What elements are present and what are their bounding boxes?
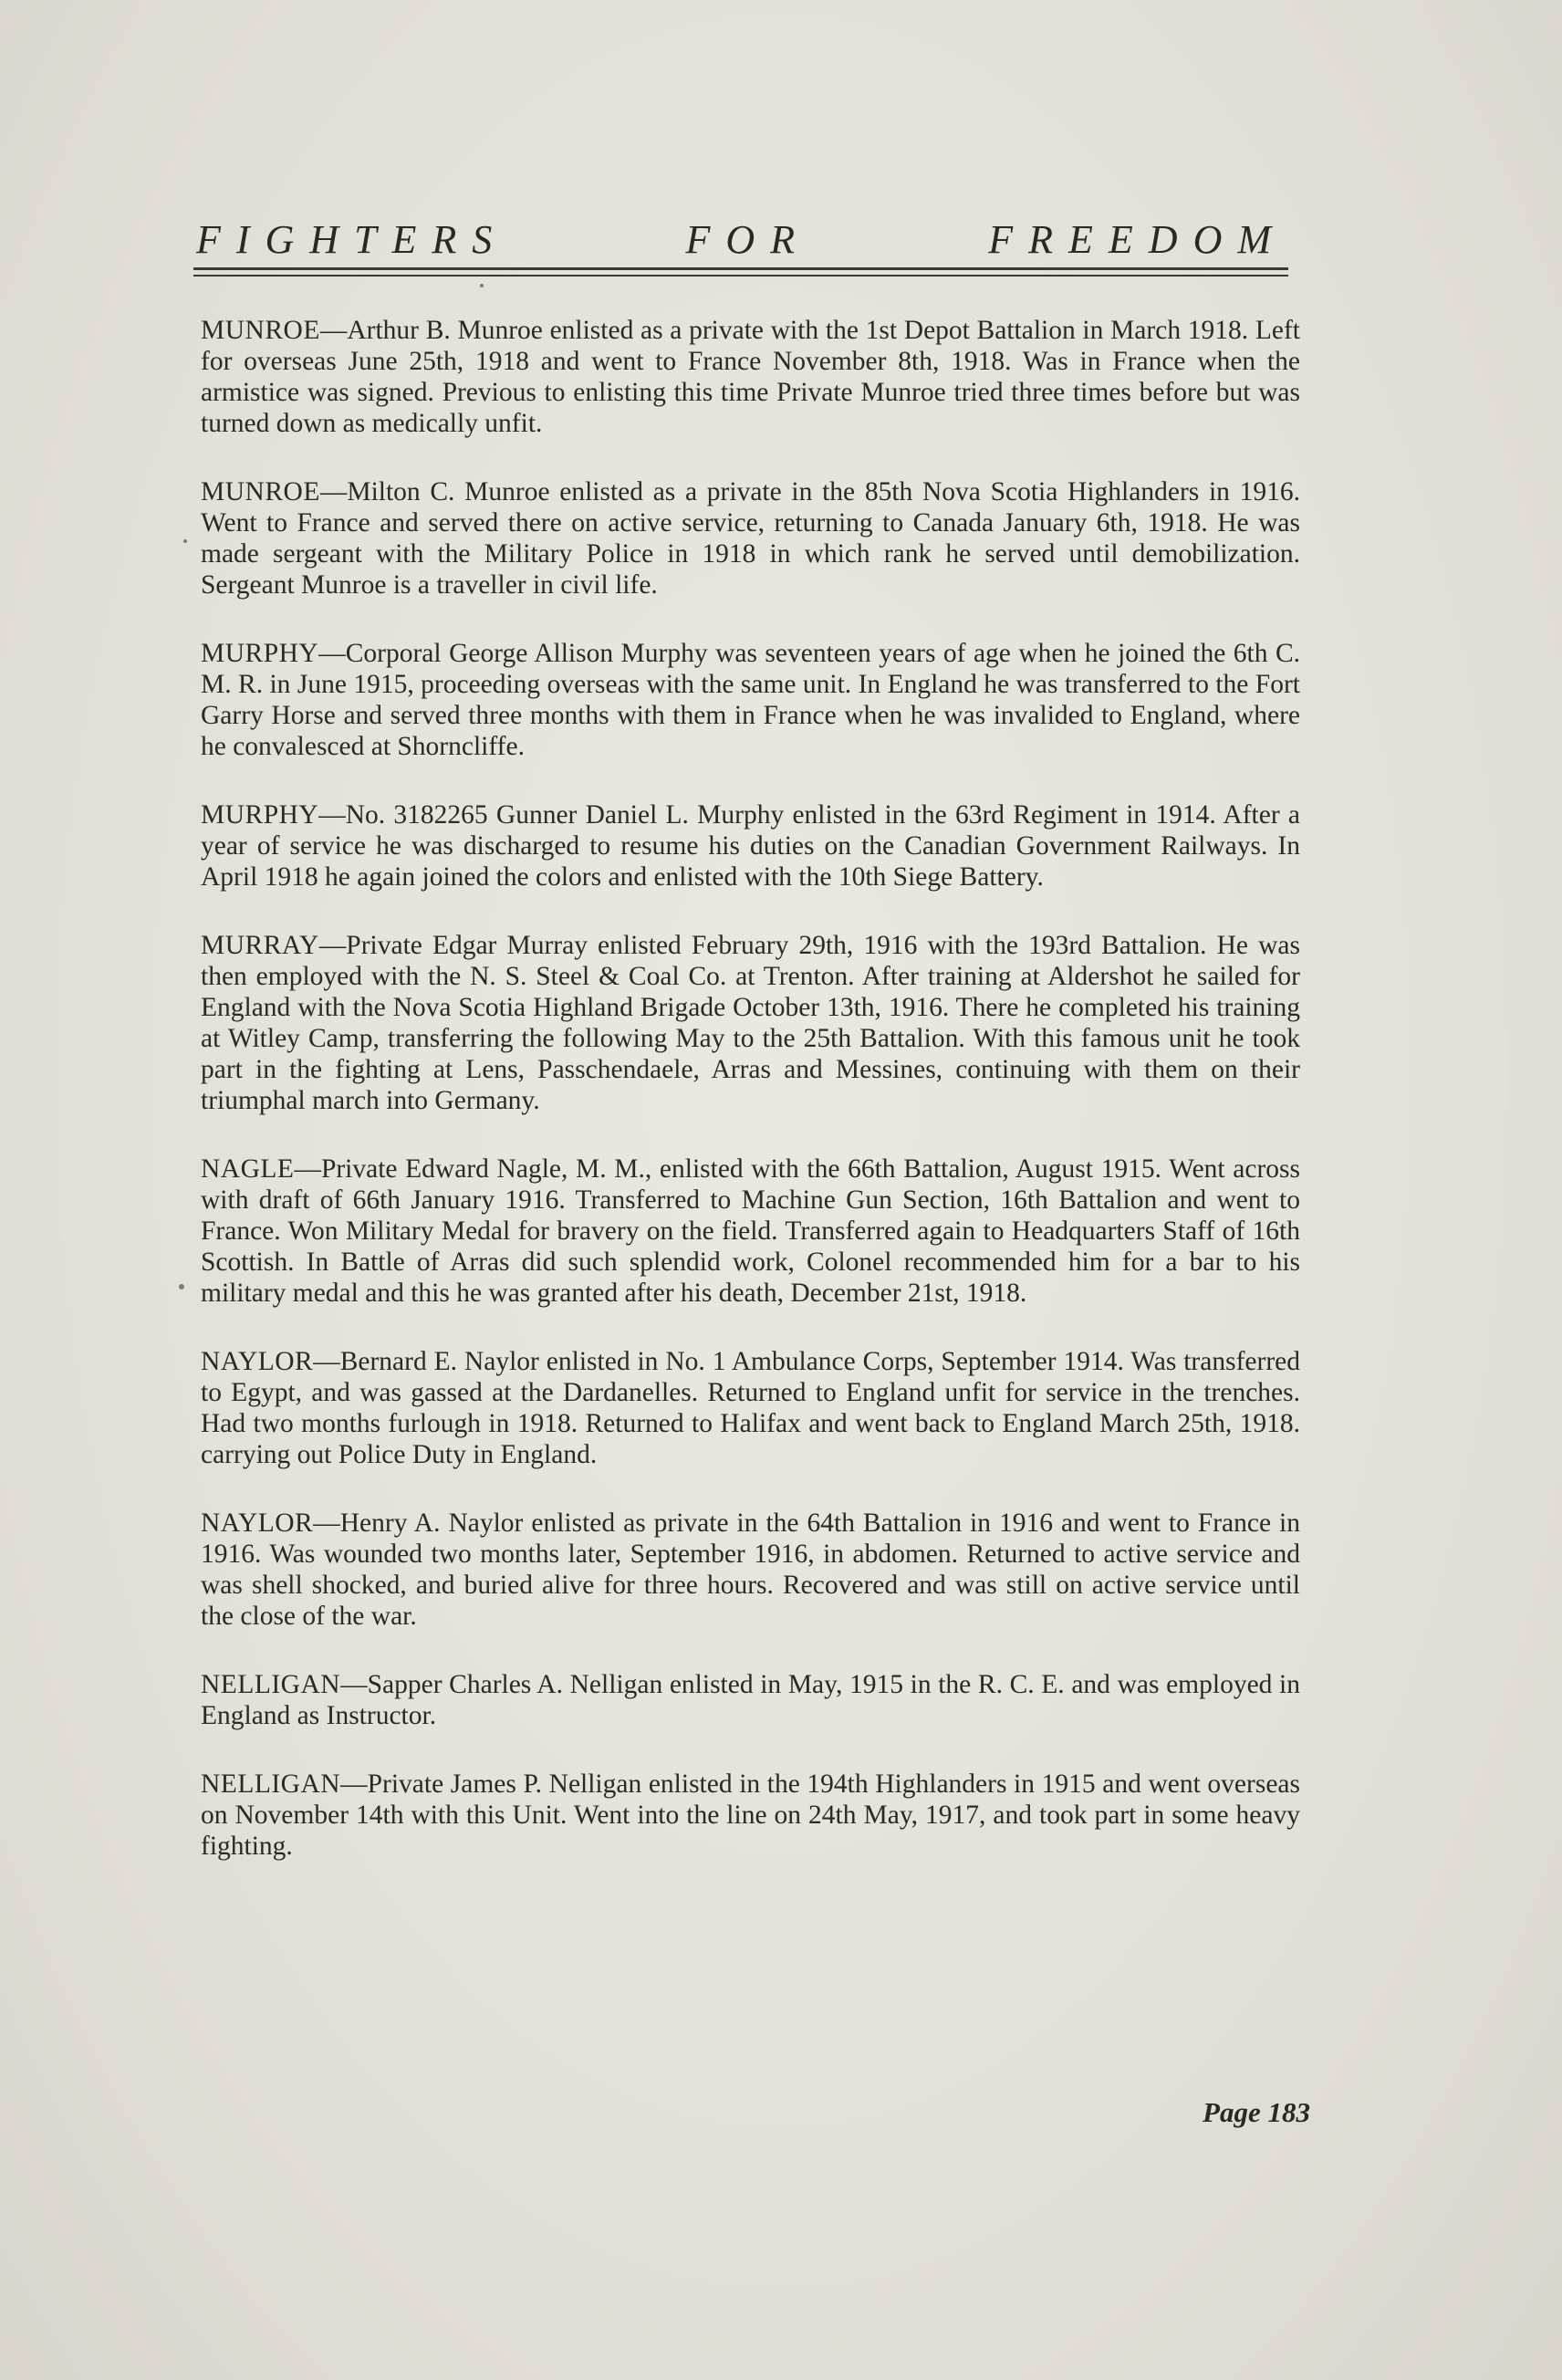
entry-naylor-henry: NAYLOR—Henry A. Naylor enlisted as private in the 64th Battalion in 1916 and went to France in 1916. Was wounded two months later, September 1916, in abdomen. Returned to active service and was shell shocked, and buried alive for three hours. Recovered and was still on active service until the close of the war. <box>201 1508 1300 1631</box>
entry-text: Henry A. Naylor enlisted as private in the 64th Battalion in 1916 and went to France in 1916. Was wounded two months later, September 1916, in abdomen. Returned to active service and was shell shocked, and buried alive for three hours. Recovered and was still on active service until the close of the war. <box>201 1508 1300 1631</box>
entry-text: Private Edward Nagle, M. M., enlisted with the 66th Battalion, August 1915. Went across with draft of 66th January 1916. Transferred to Machine Gun Section, 16th Battalion and went to France. Won Military Medal for bravery on the field. Transferred again to Headquarters Staff of 16th Scottish. In Battle of Arras did such splendid work, Colonel recommended him for a bar to his military medal and this he was granted after his death, December 21st, 1918. <box>201 1154 1300 1308</box>
entry-text: Bernard E. Naylor enlisted in No. 1 Ambulance Corps, September 1914. Was transferred to Egypt, and was gassed at the Dardanelles. Returned to England unfit for service in the trenches. Had two months furlough in 1918. Returned to Halifax and went back to England March 25th, 1918. carrying out Police Duty in England. <box>201 1347 1300 1469</box>
entry-surname: MUNROE <box>201 316 320 345</box>
biography-entries <box>201 315 1300 1899</box>
header-word-freedom: FREEDOM <box>988 217 1286 262</box>
page-number: Page 183 <box>1203 2096 1310 2128</box>
entry-surname: NELLIGAN <box>201 1670 341 1699</box>
entry-surname: MURRAY <box>201 931 319 960</box>
entry-nelligan-james: NELLIGAN—Private James P. Nelligan enlisted in the 194th Highlanders in 1915 and went overseas on November 14th with this Unit. Went into the line on 24th May, 1917, and took part in some heavy fighting. <box>201 1769 1300 1861</box>
entry-murphy-george: MURPHY—Corporal George Allison Murphy was seventeen years of age when he joined the 6th C. M. R. in June 1915, proceeding overseas with the same unit. In England he was transferred to the Fort Garry Horse and served three months with them in France when he was invalided to England, where he convalesced at Shorncliffe. <box>201 639 1300 761</box>
entry-surname: NELLIGAN <box>201 1769 341 1799</box>
entry-text: Sapper Charles A. Nelligan enlisted in May, 1915 in the R. C. E. and was employed in England as Instructor. <box>201 1670 1300 1730</box>
entry-surname: MUNROE <box>201 477 320 506</box>
entry-surname: NAYLOR <box>201 1347 314 1376</box>
entry-nagle-edward: NAGLE—Private Edward Nagle, M. M., enlisted with the 66th Battalion, August 1915. Went across with draft of 66th January 1916. Transferred to Machine Gun Section, 16th Battalion and went to France. Won Military Medal for bravery on the field. Transferred again to Headquarters Staff of 16th Scottish. In Battle of Arras did such splendid work, Colonel recommended him for a bar to his military medal and this he was granted after his death, December 21st, 1918. <box>201 1154 1300 1308</box>
entry-surname: NAGLE <box>201 1154 295 1184</box>
entry-naylor-bernard: NAYLOR—Bernard E. Naylor enlisted in No. 1 Ambulance Corps, September 1914. Was transferred to Egypt, and was gassed at the Dardanelles. Returned to England unfit for service in the trenches. Had two months furlough in 1918. Returned to Halifax and went back to England March 25th, 1918. carrying out Police Duty in England. <box>201 1347 1300 1469</box>
paper-speck <box>179 1284 184 1289</box>
entry-murray-edgar: MURRAY—Private Edgar Murray enlisted February 29th, 1916 with the 193rd Battalion. He was then employed with the N. S. Steel & Coal Co. at Trenton. After training at Aldershot he sailed for England with the Nova Scotia Highland Brigade October 13th, 1916. There he completed his training at Witley Camp, transferring the following May to the 25th Battalion. With this famous unit he took part in the fighting at Lens, Passchendaele, Arras and Messines, continuing with them on their triumphal march into Germany. <box>201 931 1300 1115</box>
entry-text: Private Edgar Murray enlisted February 29th, 1916 with the 193rd Battalion. He was then employed with the N. S. Steel & Coal Co. at Trenton. After training at Aldershot he sailed for England with the Nova Scotia Highland Brigade October 13th, 1916. There he completed his training at Witley Camp, transferring the following May to the 25th Battalion. With this famous unit he took part in the fighting at Lens, Passchendaele, Arras and Messines, continuing with them on their triumphal march into Germany. <box>201 931 1300 1115</box>
paper-speck <box>480 284 484 287</box>
entry-surname: MURPHY <box>201 800 319 830</box>
entry-nelligan-charles: NELLIGAN—Sapper Charles A. Nelligan enlisted in May, 1915 in the R. C. E. and was employed in England as Instructor. <box>201 1670 1300 1730</box>
entry-text: Private James P. Nelligan enlisted in the 194th Highlanders in 1915 and went overseas on November 14th with this Unit. Went into the line on 24th May, 1917, and took part in some heavy fighting. <box>201 1769 1300 1861</box>
entry-surname: NAYLOR <box>201 1508 314 1538</box>
header-word-fighters: FIGHTERS <box>196 217 508 262</box>
entry-surname: MURPHY <box>201 639 319 668</box>
header-word-for: FOR <box>685 217 811 262</box>
header-rule-thick <box>193 267 1288 270</box>
entry-text: Corporal George Allison Murphy was seventeen years of age when he joined the 6th C. M. R. in June 1915, proceeding overseas with the same unit. In England he was transferred to the Fort Garry Horse and served three months with them in France when he was invalided to England, where he convalesced at Shorncliffe. <box>201 639 1300 761</box>
header-rule-thin <box>193 275 1288 277</box>
entry-munroe-arthur: MUNROE—Arthur B. Munroe enlisted as a private with the 1st Depot Battalion in March 1918. Left for overseas June 25th, 1918 and went to France November 8th, 1918. Was in France when the armistice was signed. Previous to enlisting this time Private Munroe tried three times before but was turned down as medically unfit. <box>201 316 1300 438</box>
entry-text: No. 3182265 Gunner Daniel L. Murphy enlisted in the 63rd Regiment in 1914. After a year of service he was discharged to resume his duties on the Canadian Government Railways. In April 1918 he again joined the colors and enlisted with the 10th Siege Battery. <box>201 800 1300 892</box>
entry-text: Milton C. Munroe enlisted as a private in the 85th Nova Scotia Highlanders in 1916. Went to France and served there on active service, returning to Canada January 6th, 1918. He was made sergeant with the Military Police in 1918 in which rank he served until demobilization. Sergeant Munroe is a traveller in civil life. <box>201 477 1300 600</box>
entry-murphy-daniel: MURPHY—No. 3182265 Gunner Daniel L. Murphy enlisted in the 63rd Regiment in 1914. After a year of service he was discharged to resume his duties on the Canadian Government Railways. In April 1918 he again joined the colors and enlisted with the 10th Siege Battery. <box>201 800 1300 892</box>
entry-text: Arthur B. Munroe enlisted as a private with the 1st Depot Battalion in March 1918. Left for overseas June 25th, 1918 and went to France November 8th, 1918. Was in France when the armistice was signed. Previous to enlisting this time Private Munroe tried three times before but was turned down as medically unfit. <box>201 316 1300 438</box>
running-header <box>196 208 1286 263</box>
entry-munroe-milton: MUNROE—Milton C. Munroe enlisted as a private in the 85th Nova Scotia Highlanders in 1916. Went to France and served there on active service, returning to Canada January 6th, 1918. He was made sergeant with the Military Police in 1918 in which rank he served until demobilization. Sergeant Munroe is a traveller in civil life. <box>201 477 1300 600</box>
paper-speck <box>183 539 187 543</box>
